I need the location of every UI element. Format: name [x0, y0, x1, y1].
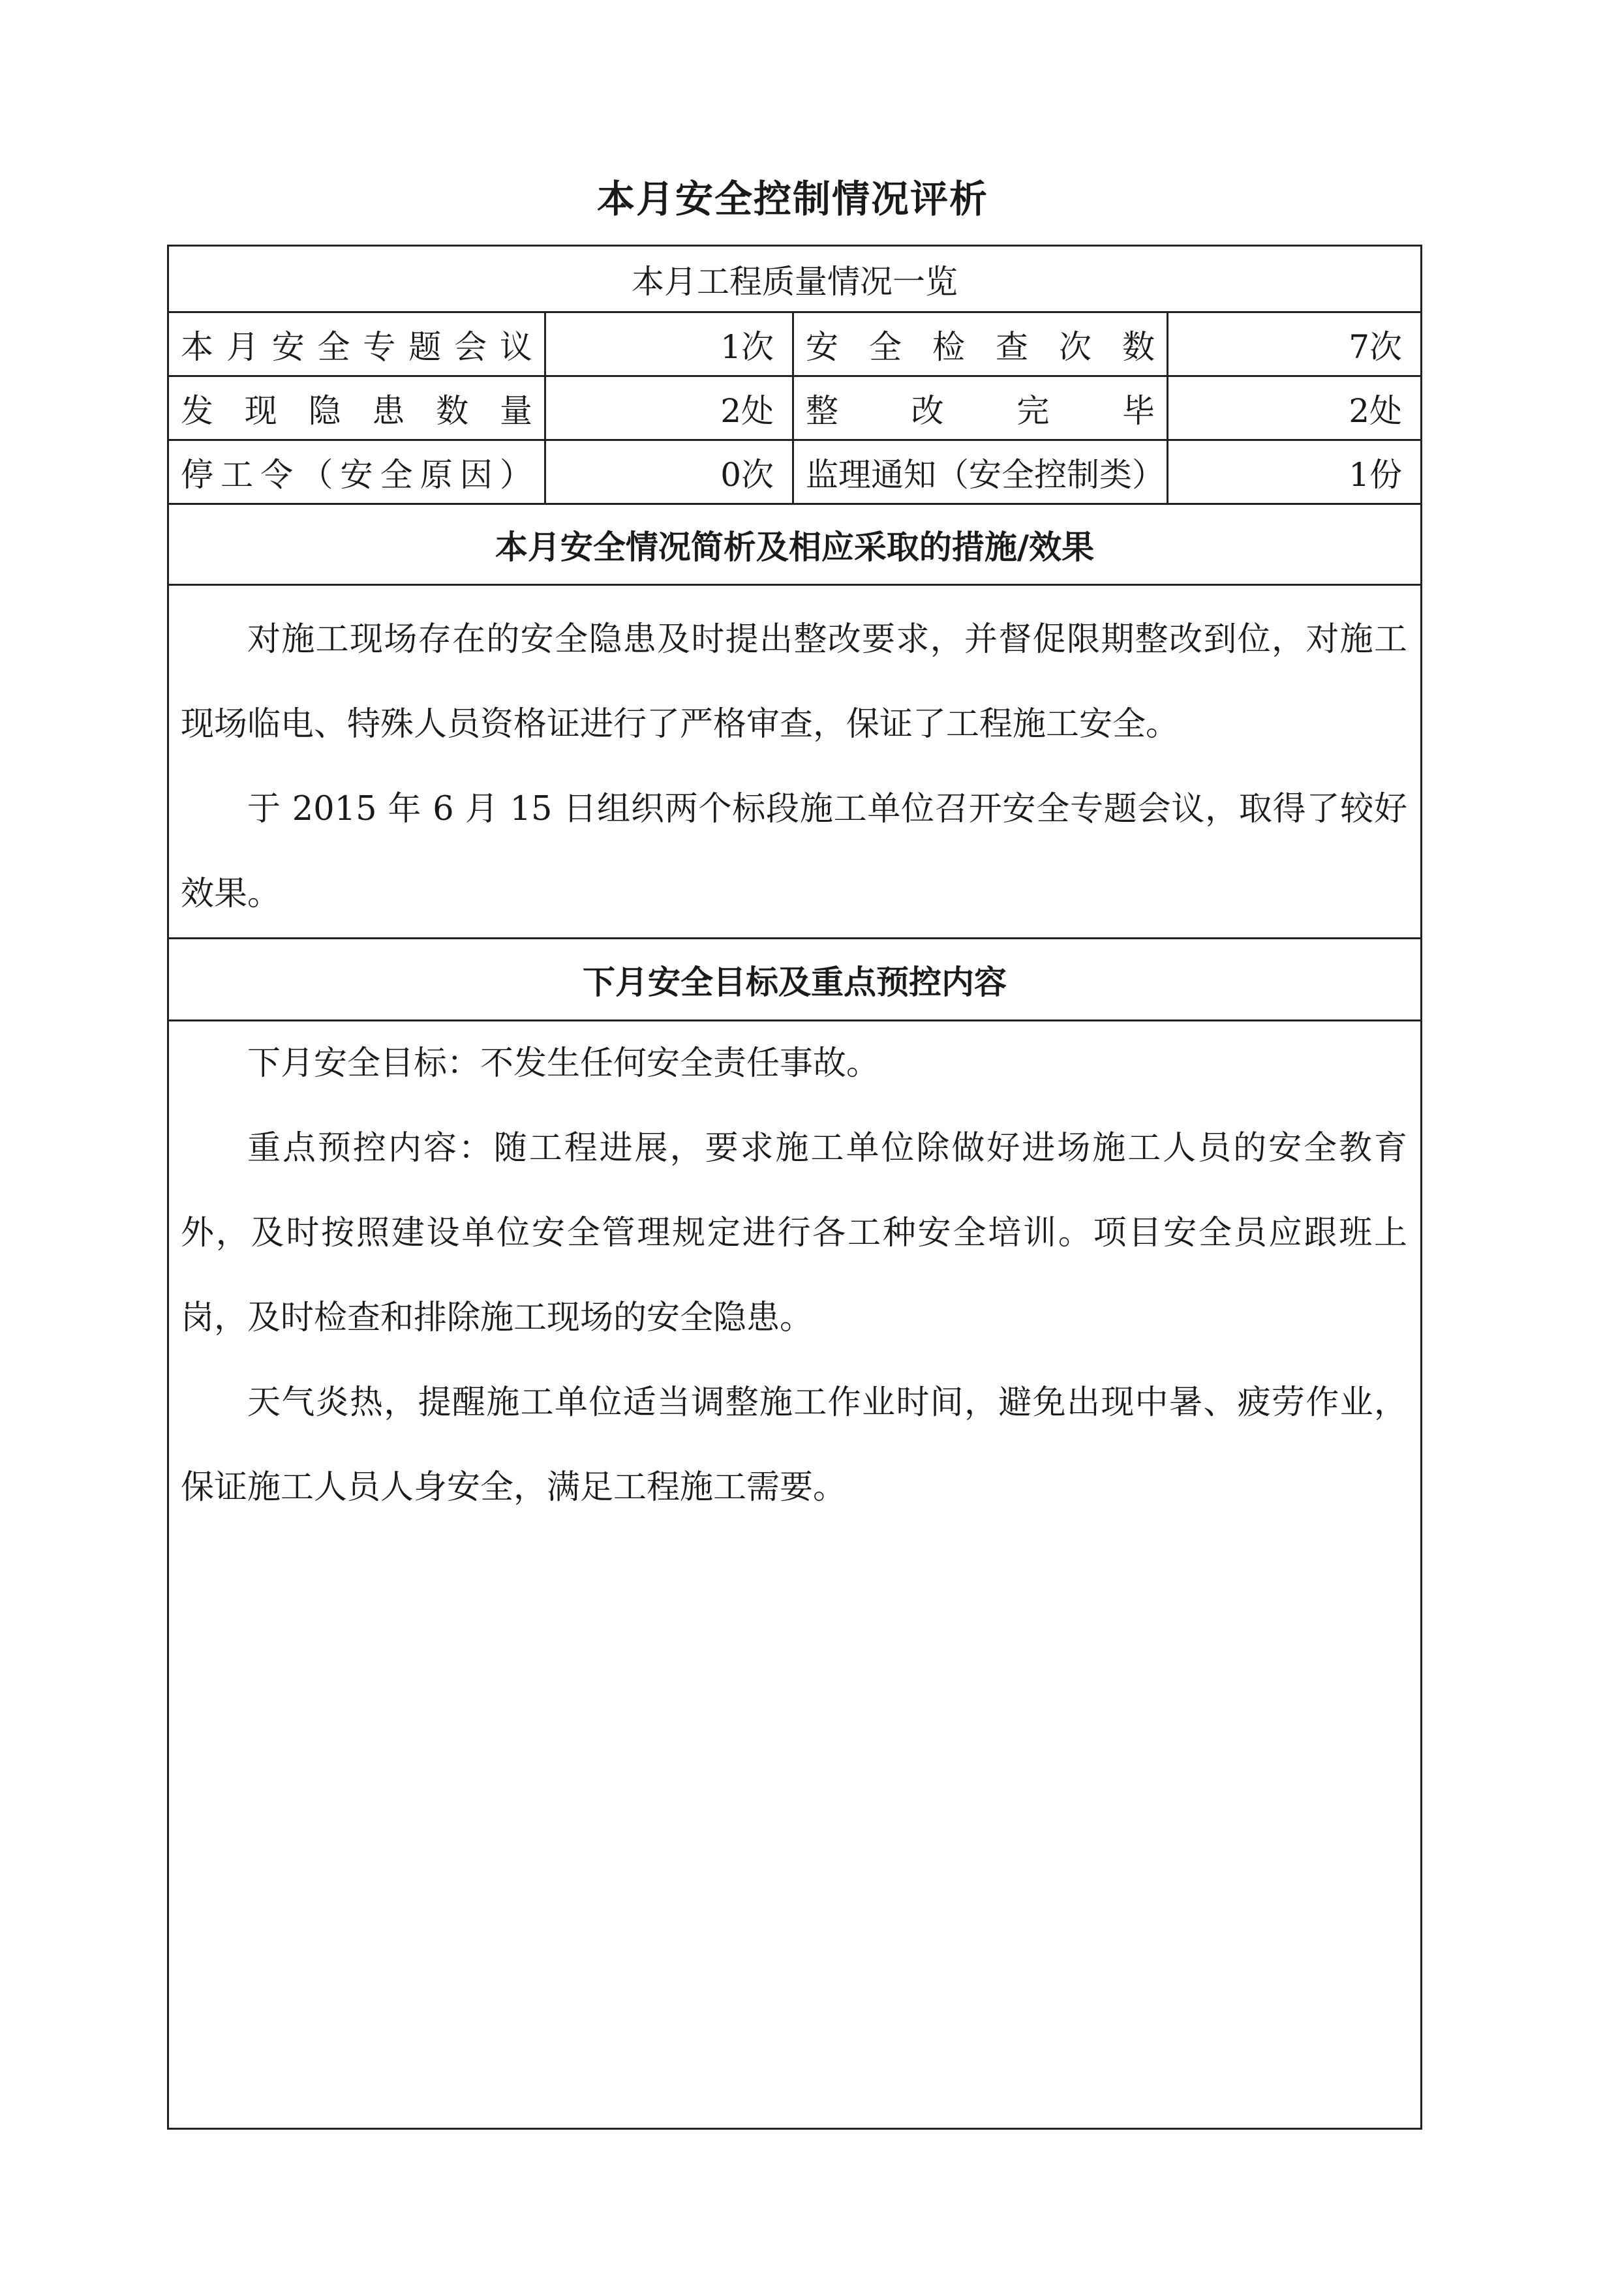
stat-label-hazards-found: 发 现 隐 患 数 量 [181, 391, 532, 430]
analysis-heading-row [169, 505, 1420, 586]
analysis-body [169, 586, 1420, 939]
next-month-paragraph: 下月安全目标：不发生任何安全责任事故。 [247, 1044, 880, 1083]
next-month-paragraph: 重点预控内容：随工程进展，要求施工单位除做好进场施工人员的安全教育外，及时按照建设单位安全管理规定进行各工种安全培训。项目安全员应跟班上岗，及时检查和排除施工现场的安全隐患。 [181, 1129, 1407, 1337]
analysis-paragraph: 于 2015 年 6 月 15 日组织两个标段施工单位召开安全专题会议，取得了较好效果。 [181, 790, 1407, 913]
analysis-paragraph: 对施工现场存在的安全隐患及时提出整改要求，并督促限期整改到位，对施工现场临电、特殊人员资格证进行了严格审查，保证了工程施工安全。 [181, 620, 1407, 744]
stat-row [169, 441, 1420, 505]
stat-value-supervision-notices: 1份 [1167, 441, 1420, 503]
overview-heading: 本月工程质量情况一览 [632, 262, 958, 301]
stat-label-rectified: 整 改 完 毕 [792, 377, 1167, 439]
stat-value-hazards-found: 2处 [544, 377, 792, 439]
overview-heading-row [169, 247, 1420, 313]
stat-label-stop-orders: 停 工 令 （ 安 全 原 因 ） [181, 455, 532, 494]
stat-row [169, 313, 1420, 377]
analysis-heading: 本月安全情况简析及相应采取的措施/效果 [495, 528, 1095, 566]
stat-value-stop-orders: 0次 [544, 441, 792, 503]
next-month-body [169, 1021, 1420, 2128]
stat-label-inspections: 安 全 检 查 次 数 [792, 313, 1167, 375]
next-month-heading-row [169, 939, 1420, 1021]
safety-control-form [167, 245, 1422, 2130]
stat-value-meetings: 1次 [544, 313, 792, 375]
stat-row [169, 377, 1420, 441]
next-month-paragraph: 天气炎热，提醒施工单位适当调整施工作业时间，避免出现中暑、疲劳作业，保证施工人员人身安全，满足工程施工需要。 [181, 1383, 1407, 1507]
stat-label-meetings: 本 月 安 全 专 题 会 议 [181, 327, 532, 366]
stat-label-supervision-notices: 监理通知（安全控制类） [792, 441, 1167, 503]
stat-value-rectified: 2处 [1167, 377, 1420, 439]
page-title: 本月安全控制情况评析 [596, 177, 988, 221]
stat-value-inspections: 7次 [1167, 313, 1420, 375]
next-month-heading: 下月安全目标及重点预控内容 [583, 963, 1007, 1001]
